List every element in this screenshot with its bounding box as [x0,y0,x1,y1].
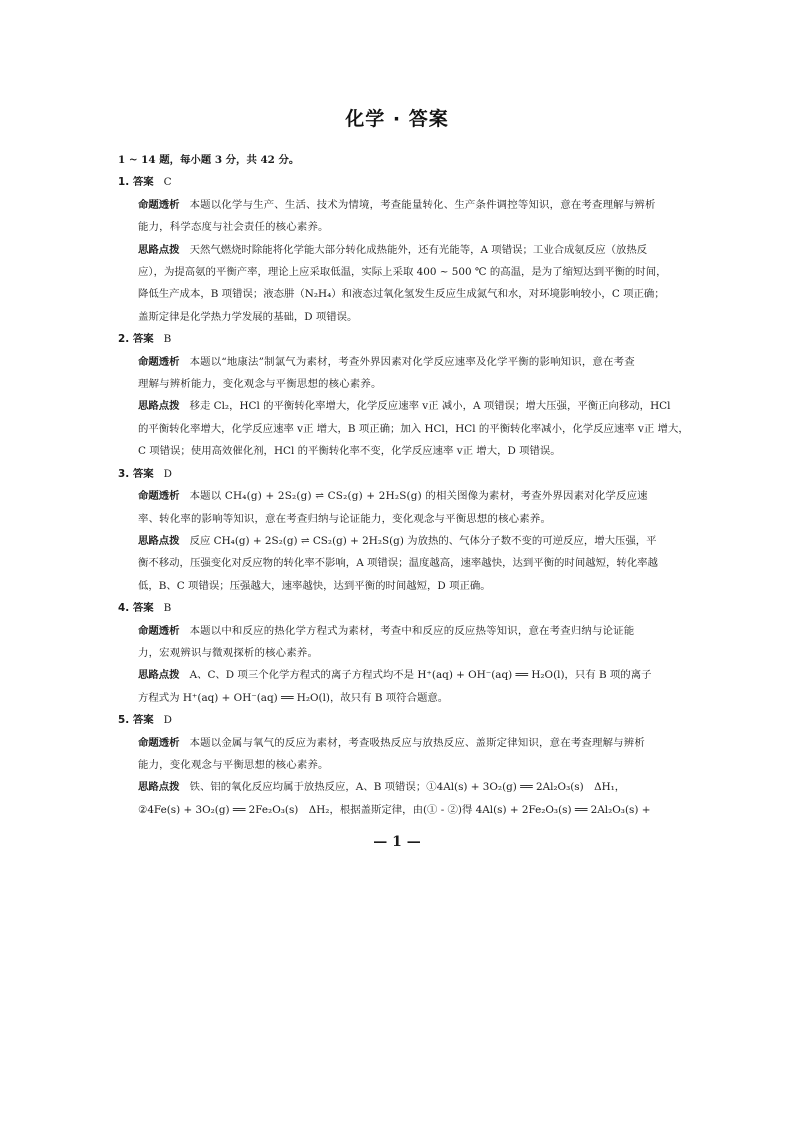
hint-label: 思路点拨 [138,243,180,256]
hint-line [118,418,689,440]
hint-text: 的平衡转化率增大，化学反应速率 v正 增大，B 项正确；加入 HCl，HCl 的平衡转化率减小，化学反应速率 v正 增大， [138,422,689,435]
analysis-text: 本题以 CH₄(g) + 2S₂(g) ⇌ CS₂(g) + 2H₂S(g) 的相关图像为素材，考查外界因素对化学反应速 [189,490,648,503]
analysis-line [118,508,680,530]
hint-text: 移走 Cl₂，HCl 的平衡转化率增大，化学反应速率 v正 减小，A 项错误；增大压强，平衡正向移动，HCl [189,400,671,413]
question-number: 4. [118,602,130,615]
hint-text: 铁、铝的氧化反应均属于放热反应，A、B 项错误；①4Al(s) + 3O₂(g) ══ 2Al₂O₃(s) ΔH₁， [189,781,626,794]
hint-text: 反应 CH₄(g) + 2S₂(g) ⇌ CS₂(g) + 2H₂S(g) 为放热的、气体分子数不变的可逆反应，增大压强，平 [189,534,657,547]
analysis-line [118,194,680,216]
analysis-line [118,216,680,238]
hint-line [118,776,680,798]
hint-label: 思路点拨 [138,534,180,547]
hint-text: A、C、D 项三个化学方程式的离子方程式均不是 H⁺(aq) + OH⁻(aq) ══ H₂O(l)，只有 B 项的离子 [189,669,652,682]
question-number: 1. [118,176,130,189]
hint-line [118,239,680,261]
question-block [118,709,680,821]
hint-text: 天然气燃烧时除能将化学能大部分转化成热能外，还有光能等，A 项错误；工业合成氨反应（放热反 [189,243,648,256]
answer-label: 答案 [132,176,154,189]
analysis-line [118,373,680,395]
analysis-line [118,351,680,373]
question-number: 2. [118,333,130,346]
hint-line [118,283,680,305]
hint-label: 思路点拨 [138,400,180,413]
hint-text: 降低生产成本，B 项错误；液态肼（N₂H₄）和液态过氧化氢发生反应生成氮气和水，对环境影响较小，C 项正确； [138,288,665,301]
analysis-line [118,754,680,776]
hint-text: 方程式为 H⁺(aq) + OH⁻(aq) ══ H₂O(l)，故只有 B 项符合题意。 [138,691,449,704]
analysis-label: 命题透析 [138,624,180,637]
analysis-text: 理解与辨析能力，变化观念与平衡思想的核心素养。 [138,378,382,391]
analysis-text: 本题以中和反应的热化学方程式为素材，考查中和反应的反应热等知识，意在考查归纳与论证能 [189,624,635,637]
answer-letter: D [163,467,172,480]
question-block [118,597,680,709]
analysis-line [118,732,680,754]
hint-text: 盖斯定律是化学热力学发展的基础，D 项错误。 [138,310,358,323]
answer-label: 答案 [132,467,154,480]
analysis-text: 本题以化学与生产、生活、技术为情境，考查能量转化、生产条件调控等知识，意在考查理解与辨析 [189,198,656,211]
answer-letter: B [163,333,172,346]
question-block [118,328,689,462]
analysis-text: 本题以金属与氧气的反应为素材，考查吸热反应与放热反应、盖斯定律知识，意在考查理解与辨析 [189,736,645,749]
hint-text: 衡不移动，压强变化对反应物的转化率不影响，A 项错误；温度越高，速率越快，达到平衡的时间越短，转化率越 [138,557,658,570]
answer-label: 答案 [132,714,154,727]
answer-line [118,328,680,350]
answer-letter: B [163,602,172,615]
hint-text: 应），为提高氨的平衡产率，理论上应采取低温，实际上采取 400 ~ 500 ℃ 的高温，是为了缩短达到平衡的时间， [138,266,667,279]
hint-line [118,395,680,417]
hint-text: 低，B、C 项错误；压强越大，速率越快，达到平衡的时间越短，D 项正确。 [138,579,491,592]
question-number: 5. [118,714,130,727]
hint-line [118,687,680,709]
answer-line [118,171,680,193]
hint-text: C 项错误；使用高效催化剂，HCl 的平衡转化率不变，化学反应速率 v正 增大，D 项错误。 [138,445,561,458]
answer-label: 答案 [132,333,154,346]
answer-content [118,149,689,821]
analysis-line [118,620,680,642]
page-number: — 1 — [373,834,421,850]
answer-letter: C [163,176,172,189]
hint-line [118,552,680,574]
answer-line [118,597,680,619]
analysis-text: 能力，变化观念与平衡思想的核心素养。 [138,758,329,771]
answer-label: 答案 [132,602,154,615]
answer-line [118,709,680,731]
answer-letter: D [163,714,172,727]
analysis-label: 命题透析 [138,490,180,503]
hint-line [118,440,680,462]
question-block [118,463,680,597]
hint-line [118,530,680,552]
hint-label: 思路点拨 [138,781,180,794]
analysis-label: 命题透析 [138,355,180,368]
analysis-line [118,642,680,664]
hint-line [118,575,680,597]
hint-line [118,306,680,328]
analysis-text: 能力，科学态度与社会责任的核心素养。 [138,221,329,234]
question-number: 3. [118,467,130,480]
hint-line [118,664,680,686]
answer-line [118,463,680,485]
hint-text: ②4Fe(s) + 3O₂(g) ══ 2Fe₂O₃(s) ΔH₂，根据盖斯定律，由(① - ②)得 4Al(s) + 2Fe₂O₃(s) ══ 2Al₂O₃(s) + [138,803,651,816]
analysis-text: 本题以“地康法”制氯气为素材，考查外界因素对化学反应速率及化学平衡的影响知识，意在考查 [189,355,635,368]
hint-line [118,261,680,283]
analysis-line [118,485,680,507]
intro-line: 1 ~ 14 题，每小题 3 分，共 42 分。 [118,154,300,166]
analysis-label: 命题透析 [138,736,180,749]
page-title: 化学 · 答案 [345,108,449,130]
question-block [118,171,680,328]
analysis-label: 命题透析 [138,198,180,211]
analysis-text: 力，宏观辨识与微观探析的核心素养。 [138,646,319,659]
analysis-text: 率、转化率的影响等知识，意在考查归纳与论证能力，变化观念与平衡思想的核心素养。 [138,512,552,525]
hint-label: 思路点拨 [138,669,180,682]
hint-line [118,799,680,821]
